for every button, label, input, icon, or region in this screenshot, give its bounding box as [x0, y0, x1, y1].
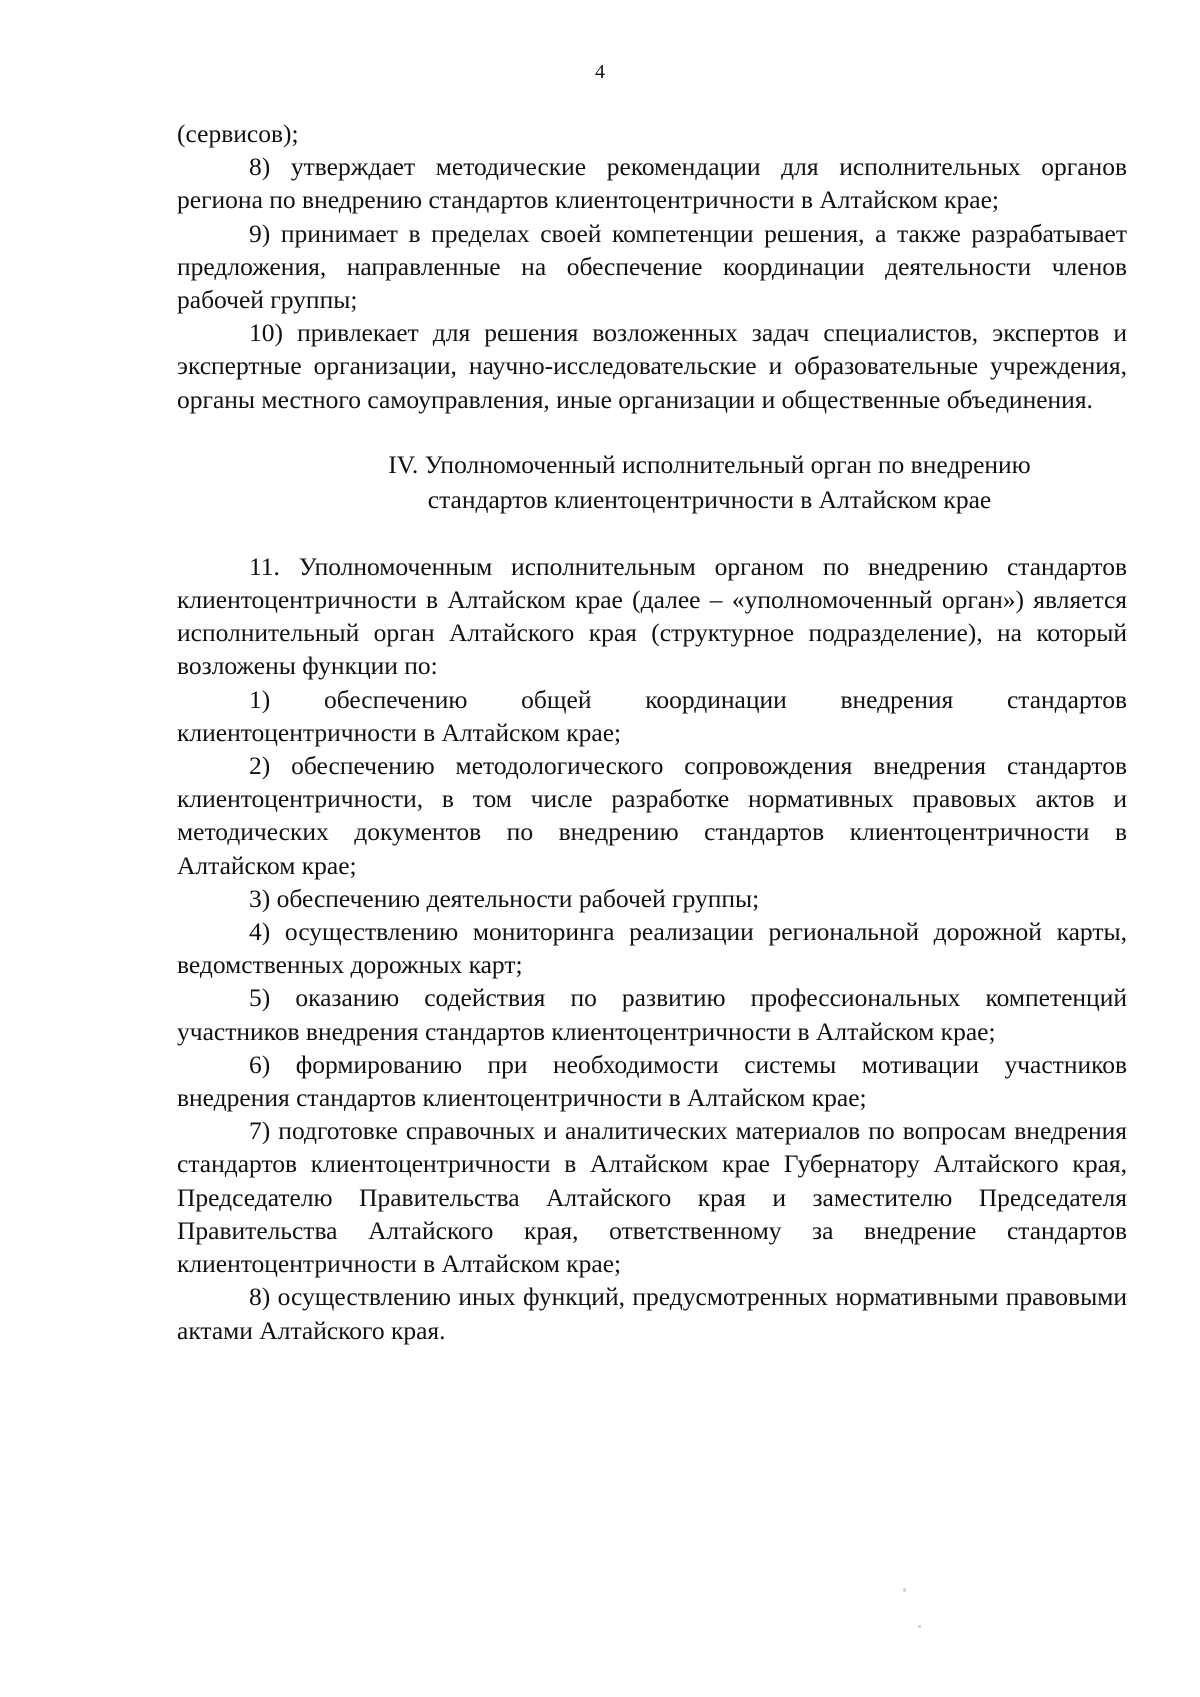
function-item-3: 3) обеспечению деятельности рабочей группы; — [249, 883, 760, 913]
section-heading — [177, 447, 1127, 517]
function-item-2: 2) обеспечению методологического сопровождения внедрения стандартов клиентоцентричности, в том числе разработке нормативных правовых актов и методических документов по внедрению стандартов клиентоцентричности в Алтайском крае; — [177, 751, 1127, 880]
paragraph-item-9: 9) принимает в пределах своей компетенции решения, а также разрабатывает предложения, направленные на обеспечение координации деятельности членов рабочей группы; — [177, 218, 1127, 315]
scan-speck — [918, 1625, 921, 1628]
function-item-7: 7) подготовке справочных и аналитических материалов по вопросам внедрения стандартов клиентоцентричности в Алтайском крае Губернатору Алтайского края, Председателю Правительства Алтайского края и заместителю Председателя Правительства Алтайского края, ответственному за внедрение стандартов клиентоцентричности в Алтайском крае; — [177, 1116, 1127, 1279]
page-number: 4 — [595, 61, 605, 83]
section-heading-line-1: IV. Уполномоченный исполнительный орган по внедрению — [388, 449, 1031, 479]
paragraph-item-8: 8) утверждает методические рекомендации для исполнительных органов региона по внедрению стандартов клиентоцентричности в Алтайском крае; — [177, 152, 1127, 215]
function-item-4: 4) осуществлению мониторинга реализации региональной дорожной карты, ведомственных дорожных карт; — [177, 917, 1127, 980]
paragraph-clause-11: 11. Уполномоченным исполнительным органом по внедрению стандартов клиентоцентричности в Алтайском крае (далее – «уполномоченный орган») является исполнительный орган Алтайского края (структурное подразделение), на который возложены функции по: — [177, 551, 1127, 681]
paragraph-item-10: 10) привлекает для решения возложенных задач специалистов, экспертов и экспертные организации, научно-исследовательские и образовательные учреждения, органы местного самоуправления, иные организации и общественные объединения. — [177, 318, 1127, 414]
scan-speck — [903, 1588, 906, 1592]
function-item-5: 5) оказанию содействия по развитию профессиональных компетенций участников внедрения стандартов клиентоцентричности в Алтайском крае; — [177, 983, 1127, 1046]
function-item-6: 6) формированию при необходимости системы мотивации участников внедрения стандартов клиентоцентричности в Алтайском крае; — [177, 1049, 1127, 1113]
function-item-1: 1) обеспечению общей координации внедрения стандартов клиентоцентричности в Алтайском крае; — [177, 684, 1127, 747]
function-item-8: 8) осуществлению иных функций, предусмотренных нормативными правовыми актами Алтайского края. — [177, 1282, 1127, 1345]
section-heading-line-2: стандартов клиентоцентричности в Алтайском крае — [427, 484, 992, 514]
document-body — [177, 117, 1127, 1347]
paragraph-continuation: (сервисов); — [177, 119, 299, 148]
